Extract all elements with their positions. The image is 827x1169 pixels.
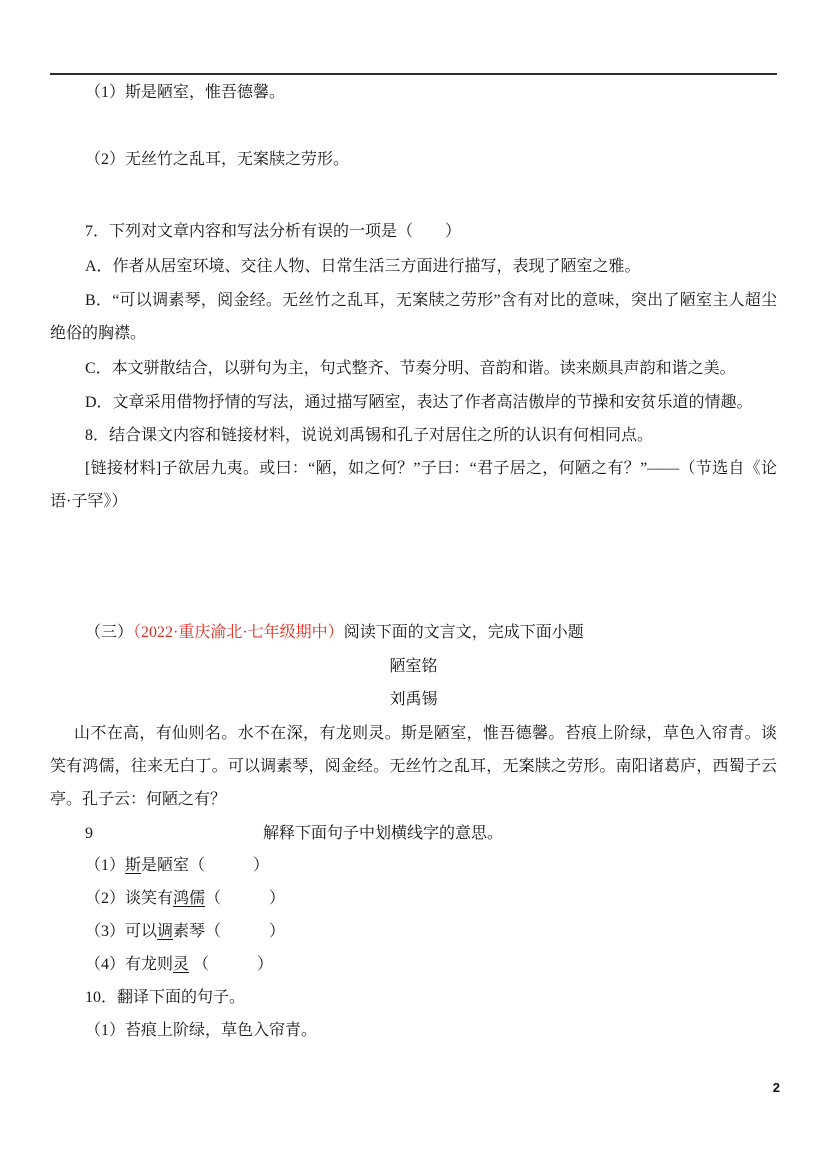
header-divider-line [50, 73, 777, 75]
question-7-stem-text: 7．下列对文章内容和写法分析有误的一项是（ ） [85, 223, 462, 240]
item-2-underlined-word: 鸿儒 [173, 890, 206, 907]
item-4-post: （ ） [189, 956, 274, 973]
question-7-stem [50, 215, 777, 248]
option-b-text: B．“可以调素琴，阅金经。无丝竹之乱耳，无案牍之劳形”含有对比的意味，突出了陋室主人超尘绝俗的胸襟。 [50, 292, 777, 342]
question-7-option-c [50, 352, 777, 385]
question-9-item-2 [50, 882, 777, 915]
passage-body [50, 717, 777, 816]
answer-line-1 [50, 76, 777, 109]
question-9-stem-text: 解释下面句子中划横线字的意思。 [263, 825, 504, 842]
question-8-link-material [50, 452, 777, 518]
item-2-pre: （2）谈笑有 [85, 890, 174, 907]
section-3-heading [50, 616, 777, 649]
item-1-post: 是陋室（ ） [141, 857, 270, 874]
passage-body-text: 山不在高，有仙则名。水不在深，有龙则灵。斯是陋室，惟吾德馨。苔痕上阶绿，草色入帘青。谈笑有鸿儒，往来无白丁。可以调素琴，阅金经。无丝竹之乱耳，无案牍之劳形。南阳诸葛庐，西蜀子云亭。孔子云：何陋之有？ [50, 725, 777, 808]
item-1-pre: （1） [85, 857, 126, 874]
answer-line-1-text: （1）斯是陋室，惟吾德馨。 [85, 84, 286, 101]
section-3-instruction: 阅读下面的文言文，完成下面小题 [343, 624, 584, 641]
page-number [773, 1080, 780, 1096]
question-9-item-4 [50, 948, 777, 981]
question-7-option-a [50, 250, 777, 283]
answer-line-2-text: （2）无丝竹之乱耳，无案牍之劳形。 [85, 151, 350, 168]
question-8-stem-text: 8．结合课文内容和链接材料，说说刘禹锡和孔子对居住之所的认识有何相同点。 [85, 427, 654, 444]
section-3-prefix: （三） [85, 624, 134, 641]
question-9-stem [50, 817, 777, 850]
option-a-text: A．作者从居室环境、交往人物、日常生活三方面进行描写，表现了陋室之雅。 [85, 258, 641, 275]
question-10-stem-text: 10．翻译下面的句子。 [85, 989, 246, 1006]
passage-author-text: 刘禹锡 [389, 691, 438, 708]
question-10-item-1-text: （1）苔痕上阶绿，草色入帘青。 [85, 1022, 318, 1039]
question-9-item-3 [50, 915, 777, 948]
item-2-post: （ ） [205, 890, 286, 907]
option-c-text: C．本文骈散结合，以骈句为主，句式整齐、节奏分明、音韵和谐。读来颇具声韵和谐之美。 [85, 360, 736, 377]
section-3-source: （2022·重庆渝北·七年级期中） [133, 624, 344, 641]
item-4-underlined-word: 灵 [173, 956, 190, 973]
item-3-pre: （3）可以 [85, 923, 158, 940]
item-4-pre: （4）有龙则 [85, 956, 174, 973]
question-7-option-b [50, 284, 777, 350]
question-10-item-1 [50, 1014, 777, 1047]
question-7-option-d [50, 386, 777, 419]
page-number-text: 2 [772, 1080, 780, 1095]
question-9-number: 9 [85, 825, 93, 842]
passage-title-text: 陋室铭 [389, 658, 438, 675]
item-1-underlined-word: 斯 [125, 857, 142, 874]
question-9-item-1 [50, 849, 777, 882]
answer-line-2 [50, 143, 777, 176]
passage-author [50, 683, 777, 716]
option-d-text: D．文章采用借物抒情的写法，通过描写陋室，表达了作者高洁傲岸的节操和安贫乐道的情趣。 [85, 394, 753, 411]
passage-title [50, 650, 777, 683]
question-9-answer-gap [93, 837, 263, 838]
question-10-stem [50, 981, 777, 1014]
question-8-stem [50, 419, 777, 452]
item-3-underlined-word: 调 [157, 923, 174, 940]
item-3-post: 素琴（ ） [173, 923, 286, 940]
link-material-text: [链接材料]子欲居九夷。或曰：“陋，如之何？”子曰：“君子居之，何陋之有？”——（节选自《论语·子罕》） [50, 460, 777, 510]
